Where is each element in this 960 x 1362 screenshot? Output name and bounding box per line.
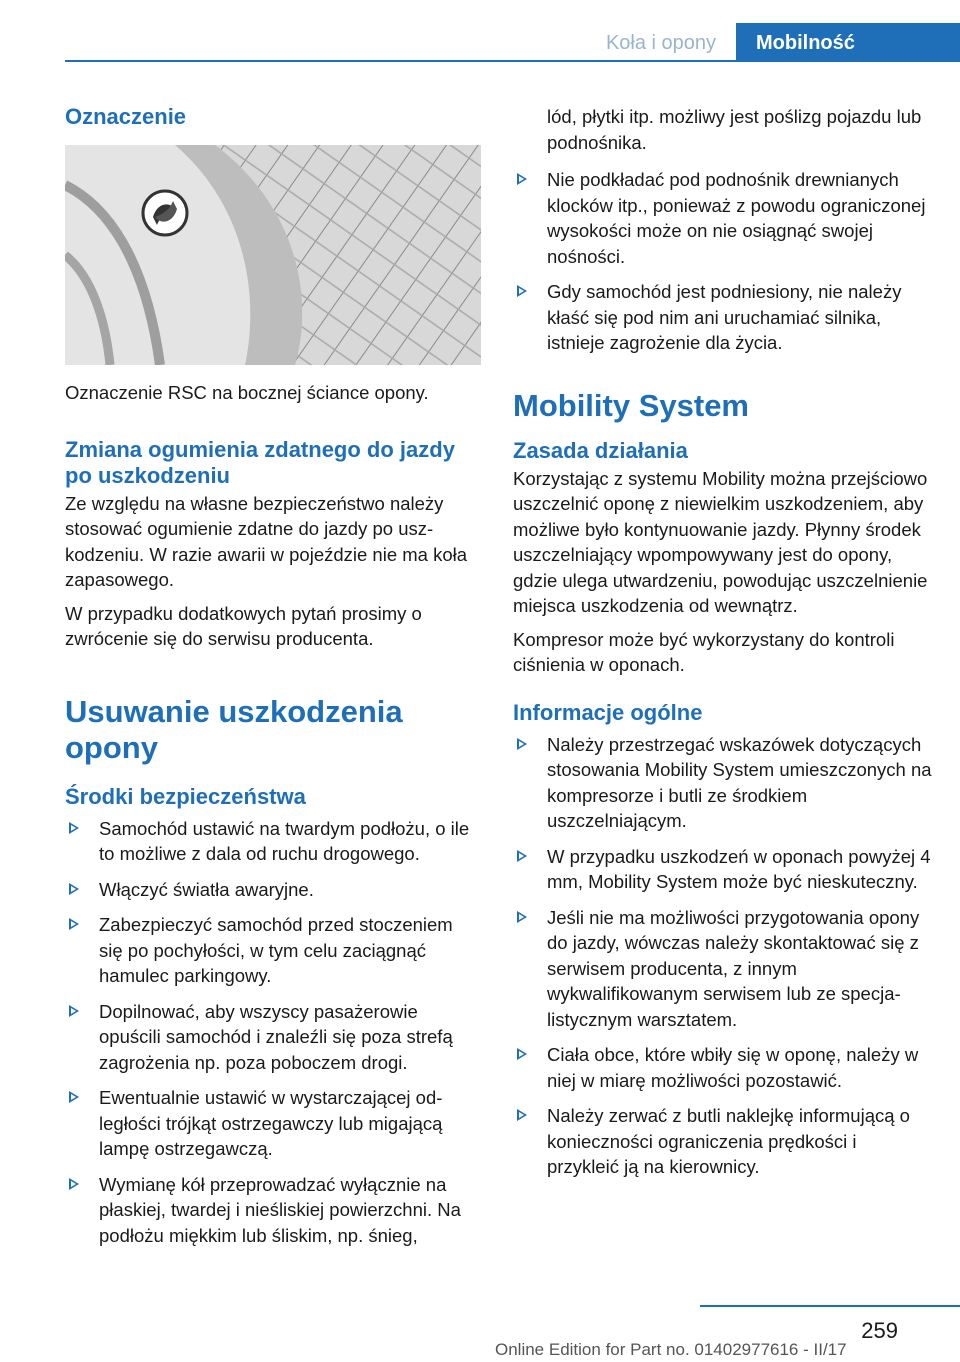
tire-illustration <box>65 145 481 365</box>
edition-text: Online Edition for Part no. 01402977616 - II/17 <box>495 1340 847 1359</box>
list-item: Należy przestrzegać wskazówek dotyczących stosowania Mobility System umieszczonych na kompresorze i butli ze środkiem uszczelniającym. <box>513 732 933 834</box>
list-item: W przypadku uszkodzeń w oponach powyżej 4 mm, Mobility System może być nieskuteczny. <box>513 844 933 895</box>
safety-list-continued <box>513 167 933 356</box>
tire-sidewall-image <box>65 145 481 365</box>
left-column <box>65 104 481 130</box>
figure-caption: Oznaczenie RSC na bocznej ściance opony. <box>65 382 429 403</box>
heading-srodki: Środki bezpieczeństwa <box>65 783 306 809</box>
heading-usuwanie: Usuwanie uszkodzenia opony <box>65 693 403 765</box>
bullet-triangle-icon <box>69 918 79 930</box>
paragraph-zmiana-2: W przypadku dodatkowych pytań prosimy o zwrócenie się do serwisu producenta. <box>65 602 422 649</box>
list-item: Wymianę kół przeprowadzać wyłącznie na płaskiej, twardej i nieśliskiej powierzchni. Na podłożu miękkim lub śliskim, np. śnieg, <box>65 1172 481 1249</box>
list-item: Włączyć światła awaryjne. <box>65 877 481 903</box>
left-column-body <box>65 380 481 1258</box>
bullet-triangle-icon <box>517 1109 527 1121</box>
chapter-tab: Mobilność <box>736 23 960 62</box>
list-item: Ewentualnie ustawić w wystarczającej odległości trójkąt ostrzegawczy lub migającą lampę ostrzegawczą. <box>65 1085 481 1162</box>
bullet-triangle-icon <box>69 822 79 834</box>
continued-text: lód, płytki itp. możliwy jest poślizg pojazdu lub podnośnika. <box>547 106 922 153</box>
header-rule <box>65 60 960 62</box>
paragraph-zasada-2: Kompresor może być wykorzystany do kontroli ciśnienia w oponach. <box>513 628 895 675</box>
bullet-triangle-icon <box>69 1091 79 1103</box>
section-tab: Koła i opony <box>605 32 717 54</box>
page-header <box>0 0 960 64</box>
paragraph-zasada-1: Korzystając z systemu Mobility można przejściowo uszczelnić oponę z niewielkim uszkodzeniem, aby możliwe było kontynuowanie jazdy. Płynny środek uszczelniający wpompowywany jest do opony, gdzie ulega utwardzeniu, powodując uszczelnienie miejsca uszkodzenia od wewnątrz. <box>513 467 928 616</box>
heading-oznaczenie: Oznaczenie <box>65 104 187 129</box>
bullet-triangle-icon <box>69 1178 79 1190</box>
list-item: Należy zerwać z butli naklejkę informującą o konieczności ograniczenia prędkości i przykleić ją na kierownicy. <box>513 1103 933 1180</box>
heading-zasada: Zasada działania <box>513 437 688 463</box>
bullet-triangle-icon <box>69 1005 79 1017</box>
list-item: Nie podkładać pod podnośnik drewnianych klocków itp., ponieważ z powodu ograniczonej wysokości może on nie osiągnąć swojej nośności. <box>513 167 933 269</box>
bullet-triangle-icon <box>517 285 527 297</box>
list-item: Jeśli nie ma możliwości przygotowania opony do jazdy, wówczas należy skontaktować się z serwisem producenta, z innym wykwalifikowanym serwisem lub ze specjalistycznym warsztatem. <box>513 905 933 1033</box>
heading-mobility-system: Mobility System <box>513 387 749 423</box>
info-list <box>513 732 933 1180</box>
bullet-triangle-icon <box>517 911 527 923</box>
paragraph-zmiana-1: Ze względu na własne bezpieczeństwo należy stosować ogumienie zdatne do jazdy po uszkodzeniu. W razie awarii w pojeździe nie ma koła zapasowego. <box>65 492 468 590</box>
footer-rule <box>700 1305 960 1307</box>
bullet-triangle-icon <box>517 850 527 862</box>
bullet-triangle-icon <box>517 738 527 750</box>
bullet-triangle-icon <box>517 173 527 185</box>
list-item: Samochód ustawić na twardym podłożu, o ile to możliwe z dala od ruchu drogowego. <box>65 816 481 867</box>
bullet-triangle-icon <box>69 883 79 895</box>
heading-informacje: Informacje ogólne <box>513 699 703 725</box>
page-number: 259 <box>861 1318 898 1343</box>
heading-zmiana: Zmiana ogumienia zdatnego do jazdy po uszkodzeniu <box>65 436 455 488</box>
list-item: Ciała obce, które wbiły się w oponę, należy w niej w miarę możliwości pozostawić. <box>513 1042 933 1093</box>
bullet-triangle-icon <box>517 1048 527 1060</box>
safety-list <box>65 816 481 1249</box>
list-item: Dopilnować, aby wszyscy pasażerowie opuścili samochód i znaleźli się poza strefą zagrożenia np. poza poboczem drogi. <box>65 999 481 1076</box>
list-item: Gdy samochód jest podniesiony, nie należy kłaść się pod nim ani uruchamiać silnika, istnieje zagrożenie dla życia. <box>513 279 933 356</box>
right-column <box>513 104 933 1190</box>
list-item: Zabezpieczyć samochód przed stoczeniem się po pochyłości, w tym celu zaciągnąć hamulec parkingowy. <box>65 912 481 989</box>
